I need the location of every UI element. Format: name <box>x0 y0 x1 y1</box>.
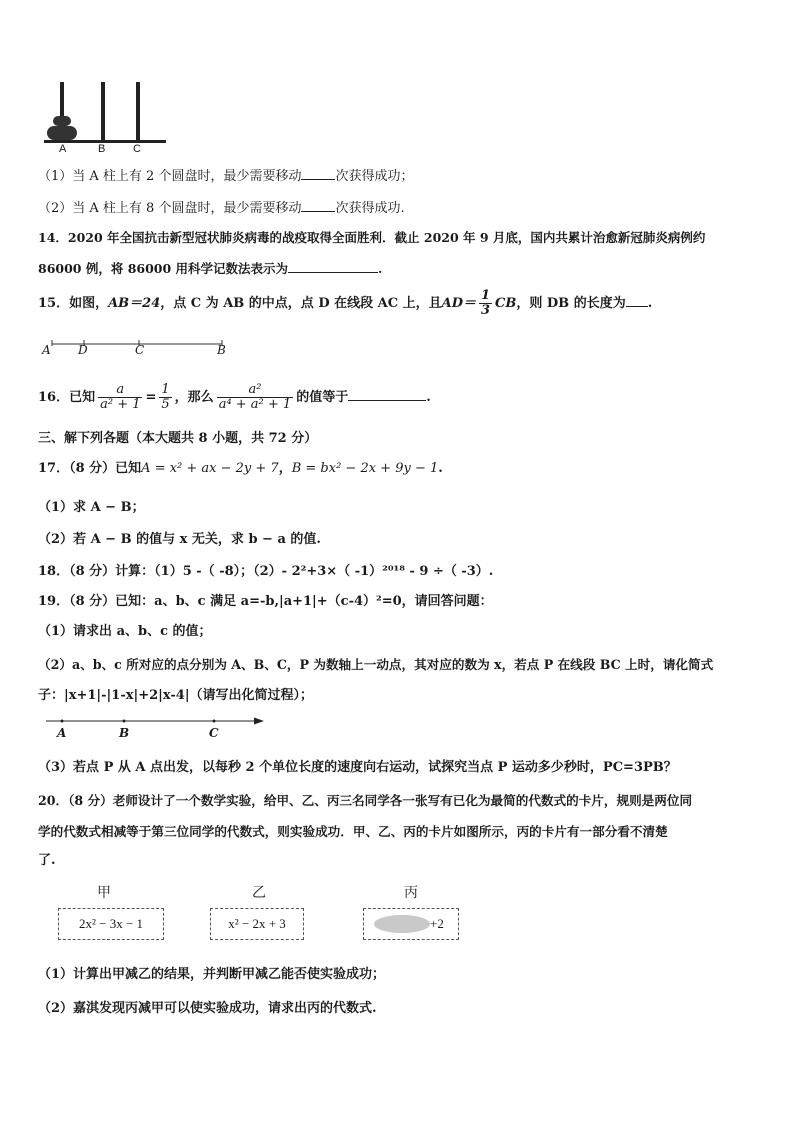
q17-part1: （1）求 A − B； <box>38 500 145 515</box>
q15-pre: 15．如图， <box>38 296 109 311</box>
q17-end: . <box>438 461 443 476</box>
q17-part2: （2）若 A − B 的值与 x 无关，求 b − a 的值. <box>38 532 321 547</box>
q17-heading <box>38 460 443 478</box>
q19-axis-c: C <box>209 726 219 740</box>
q16-frac3-num: a² <box>217 383 294 398</box>
card-yi-expr: x² − 2x + 3 <box>228 916 286 931</box>
q16-eq: = <box>145 390 157 405</box>
card-jia-title: 甲 <box>97 885 111 901</box>
q15-post: ，则 DB 的长度为 <box>516 296 626 311</box>
card-yi <box>210 908 304 940</box>
q20-line3: 了. <box>38 853 56 868</box>
q15-label-a: A <box>42 343 51 357</box>
q20-part1: （1）计算出甲减乙的结果，并判断甲减乙能否使实验成功； <box>38 967 386 982</box>
card-bing-title: 丙 <box>404 885 418 901</box>
q19-number-line <box>44 714 268 728</box>
q15-ad: AD＝ <box>441 296 476 311</box>
q19-part2-line2: 子：|x+1|-|1-x|+2|x-4|（请写出化简过程）； <box>38 688 314 703</box>
card-bing-blur <box>374 915 430 933</box>
q20-line2: 学的代数式相减等于第三位同学的代数式，则实验成功．甲、乙、丙的卡片如图所示，丙的卡片有一部分看不清楚 <box>38 824 668 839</box>
q14-blank[interactable] <box>288 259 378 273</box>
q17-a-expr: A = x² + ax − 2y + 7 <box>141 461 279 476</box>
hanoi-label-b: B <box>98 143 106 155</box>
q13-p1-blank[interactable] <box>301 166 335 180</box>
q17-sep: ， <box>278 461 292 476</box>
q15-cb: CB <box>495 296 517 311</box>
q16-fraction-3 <box>217 383 294 412</box>
q16-frac2-num: 1 <box>161 382 170 397</box>
q19-part3: （3）若点 P 从 A 点出发，以每秒 2 个单位长度的速度向右运动，试探究当点 P 运动多少秒时，PC=3PB？ <box>38 760 677 775</box>
q15-mid: ，点 C 为 AB 的中点，点 D 在线段 AC 上，且 <box>160 296 442 311</box>
q16-frac2-den: 5 <box>161 397 170 412</box>
q15-end: . <box>647 296 653 311</box>
card-bing-expr: +2 <box>430 916 444 931</box>
q17-head: 17．（8 分）已知 <box>38 461 142 476</box>
q13-part2 <box>38 198 405 218</box>
q19-axis-b: B <box>119 726 130 740</box>
q16-fraction-1 <box>98 383 142 412</box>
q13-p1-post: 次获得成功； <box>335 169 414 184</box>
q16-line <box>38 378 431 418</box>
q19-part1: （1）请求出 a、b、c 的值； <box>38 624 212 639</box>
q17-b-expr: B = bx² − 2x + 9y − 1 <box>291 461 439 476</box>
q16-frac3-den: a⁴ + a² + 1 <box>218 397 292 412</box>
q16-end: . <box>426 390 431 405</box>
q14-line1: 14．2020 年全国抗击新型冠状肺炎病毒的战疫取得全面胜利．截止 2020 年 9 月底，国内共累计治愈新冠肺炎病例约 <box>38 230 706 245</box>
section-3-heading: 三、解下列各题（本大题共 8 小题，共 72 分） <box>38 431 318 446</box>
q14-end: . <box>378 261 383 276</box>
q20-part2: （2）嘉淇发现丙减甲可以使实验成功，请求出丙的代数式. <box>38 1001 377 1016</box>
q15-fraction <box>479 289 492 318</box>
card-jia-expr: 2x² − 3x − 1 <box>78 916 144 931</box>
q18-line: 18．（8 分）计算：（1）5 -（ -8）；（2）- 2²+3×（ -1）²⁰¹⁸ - 9 ÷（ -3）. <box>38 564 494 579</box>
q15-blank[interactable] <box>626 293 648 307</box>
q15-line <box>38 287 652 321</box>
q13-part1 <box>38 166 413 186</box>
q20-line1: 20．（8 分）老师设计了一个数学实验，给甲、乙、丙三名同学各一张写有已化为最简的代数式的卡片，规则是两位同 <box>38 793 693 808</box>
hanoi-label-a: A <box>59 143 67 155</box>
q15-label-c: C <box>135 343 145 357</box>
q14-line2-text: 86000 例，将 86000 用科学记数法表示为 <box>38 261 289 276</box>
q16-blank[interactable] <box>348 387 426 401</box>
q13-p2-post: 次获得成功. <box>335 201 405 216</box>
q16-post: 的值等于 <box>296 390 349 405</box>
q15-label-b: B <box>217 343 226 357</box>
q16-frac1-num: a <box>98 383 142 398</box>
q15-frac-num: 1 <box>480 288 491 303</box>
q13-p2-blank[interactable] <box>301 198 335 212</box>
q16-mid: ，那么 <box>174 390 214 405</box>
q16-frac1-den: a² + 1 <box>100 397 141 412</box>
card-jia <box>58 908 164 940</box>
card-bing <box>363 908 459 940</box>
q19-heading: 19．（8 分）已知：a、b、c 满足 a=-b,|a+1|+（c-4）²=0，请回答问题： <box>38 594 493 609</box>
q14-line2 <box>38 259 382 278</box>
q15-label-d: D <box>78 343 88 357</box>
q13-p2-text: （2）当 A 柱上有 8 个圆盘时，最少需要移动 <box>38 201 302 216</box>
q19-part2-line1: （2）a、b、c 所对应的点分别为 A、B、C，P 为数轴上一动点，其对应的数为 x，若点 P 在线段 BC 上时，请化简式 <box>38 657 714 672</box>
q15-ab: AB＝24 <box>108 296 161 311</box>
q16-fraction-2 <box>159 383 171 412</box>
q16-pre: 16．已知 <box>38 390 96 405</box>
card-yi-title: 乙 <box>252 885 266 901</box>
q19-axis-a: A <box>57 726 67 740</box>
q15-frac-den: 3 <box>480 303 491 318</box>
q13-p1-text: （1）当 A 柱上有 2 个圆盘时，最少需要移动 <box>38 169 302 184</box>
hanoi-label-c: C <box>133 143 141 155</box>
